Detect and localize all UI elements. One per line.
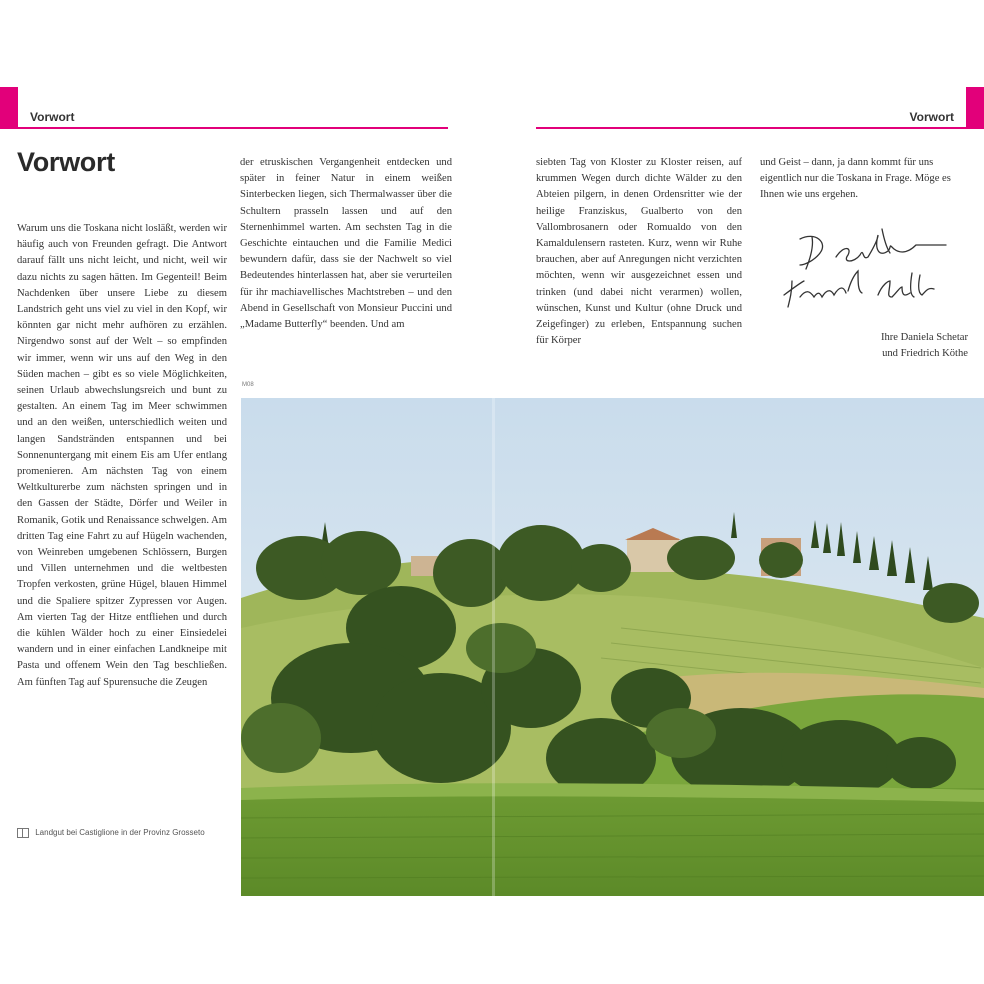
- photo-caption-icon: [17, 828, 29, 838]
- body-column-3: siebten Tag von Kloster zu Kloster reisen, auf krummen Wegen durch dichte Wälder zu den Abteien pilgern, in denen Ordensritter wie der heilige Franziskus, Gualberto von den Vallombrosanern oder Romualdo von den Kamaldulensern rasteten. Kurz, wenn wir Ruhe brauchen, aber auf Anregungen nicht verzichten möchten, wenn wir ausgezeichnet essen und trinken (und dabei nicht verarmen) wollen, wünschen, Kunst und Kultur (ohne Druck und Zeigefinger) zu erleben, Entspannung suchen für Körper: [536, 157, 742, 347]
- chapter-tab-right: [966, 87, 984, 129]
- handwritten-signature: [770, 225, 960, 315]
- sign-off: [760, 330, 968, 362]
- page-title: Vorwort: [17, 147, 115, 177]
- photo-label: M08: [242, 382, 254, 388]
- header-rule-right: [536, 127, 966, 129]
- photo-caption-text: Landgut bei Castiglione in der Provinz Grosseto: [35, 828, 205, 838]
- body-column-2: der etruskischen Vergangenheit entdecken und später in feiner Natur in einem weißen Sinterbecken liegen, sich Thermalwasser über die Schultern prasseln lassen und auf den Sternenhimmel warten. Am sechsten Tag in die Geschichte eintauchen und die Familie Medici bewundern dafür, dass sie der Nachwelt so viel Bedeutendes hinterlassen hat, aber sie verurteilen für ihr machiavellisches Machtstreben – und den Abend in Gesellschaft von Monsieur Puccini und „Madame Butterfly“ beenden. Und am: [240, 157, 452, 331]
- landscape-photo: [241, 398, 984, 896]
- body-column-1: Warum uns die Toskana nicht losläßt, werden wir häufig auch von Freunden gefragt. Die Antwort darauf fällt uns nicht leicht, und nicht, weil wir dazu nichts zu sagen hätten. Im Gegenteil! Beim Nachdenken über unsere Liebe zu diesem Landstrich geht uns viel zu viel in den Kopf, wir könnten gar nicht mehr aufhören zu erzählen. Nirgendwo sonst auf der Welt – so empfinden wir immer, wenn wir uns auf den Weg in den Süden machen – gibt es so viele Möglichkeiten, seinen Urlaub abwechslungsreich und bunt zu gestalten. An einem Tag im Meer schwimmen und an den weißen, unterschiedlich weiten und langen Sandstränden entspannen und bei Sonnenuntergang mit einem Eis am Ufer entlang promenieren. Am nächsten Tag von einem Weltkulturerbe zum nächsten springen und in den Gassen der Städte, Dörfer und Weiler in Romanik, Gotik und Renaissance schwelgen. Am dritten Tag eine Fahrt zu auf Hügeln wachenden, von Weinreben umgebenen Schlössern, Burgen und Villen unternehmen und die weltbesten Tropfen verkosten, grüne Hügel, blauen Himmel und die Spaliere spitzer Zypressen vor Augen. Am vierten Tag der Hitze entfliehen und durch die kühlen Wälder hoch zu einer Einsiedelei wandern und in einer einfachen Landkneipe mit Pasta und offenem Wein den Tag beschließen. Am fünften Tag auf Spurensuche die Zeugen: [17, 223, 227, 688]
- running-head-right: Vorwort: [909, 110, 954, 124]
- chapter-tab-left: [0, 87, 18, 129]
- running-head-left: Vorwort: [30, 110, 75, 124]
- header-rule-left: [18, 127, 448, 129]
- sign-off-line-2: und Friedrich Köthe: [882, 348, 968, 360]
- photo-caption: [17, 828, 232, 838]
- sign-off-line-1: Ihre Daniela Schetar: [880, 332, 968, 343]
- body-column-4: und Geist – dann, ja dann kommt für uns eigentlich nur die Toskana in Frage. Möge es Ihnen wie uns ergehen.: [760, 157, 951, 201]
